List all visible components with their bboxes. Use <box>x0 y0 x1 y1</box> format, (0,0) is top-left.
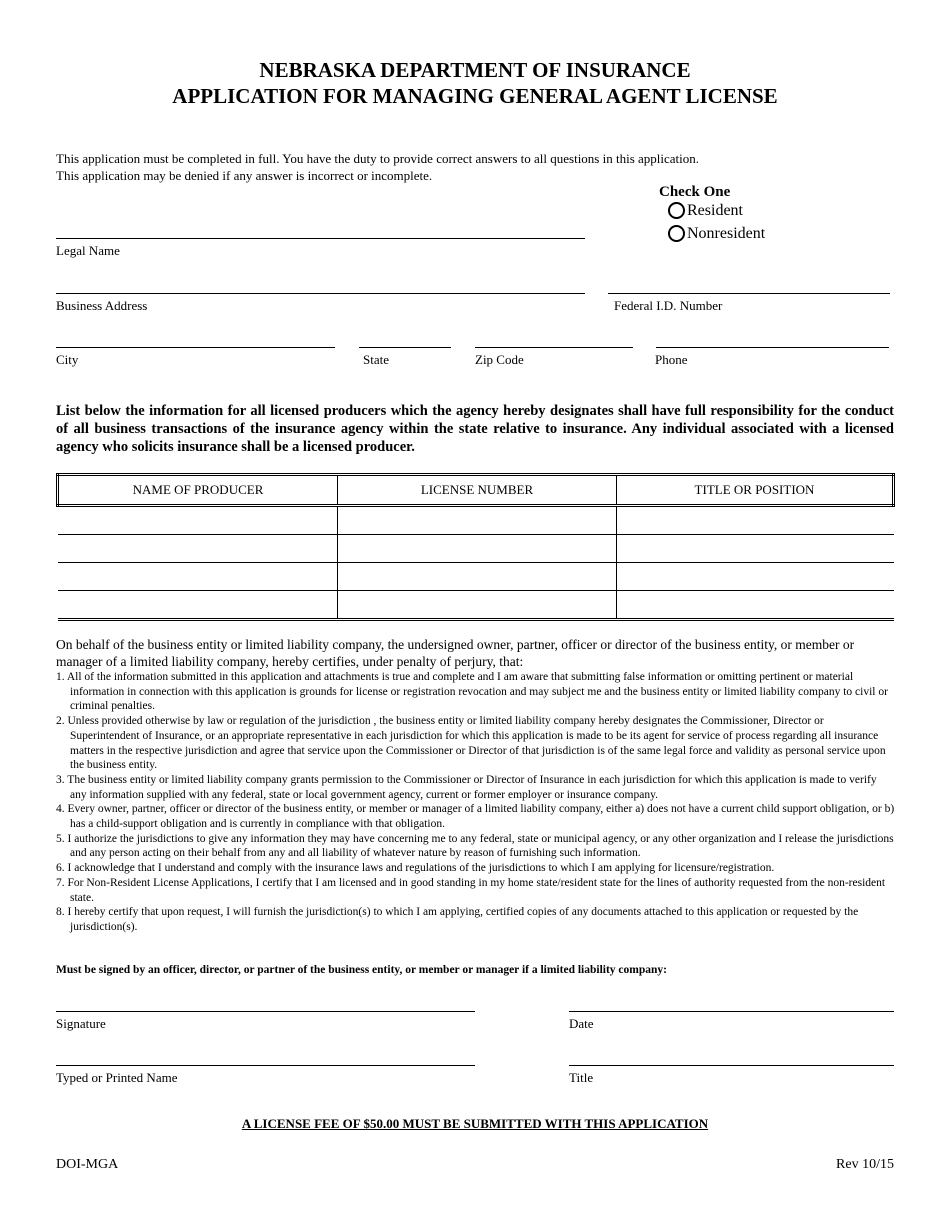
date-label: Date <box>569 1016 594 1031</box>
intro-line1: This application must be completed in full. You have the duty to provide correct answers to all questions in this application. <box>56 151 700 166</box>
producers-instruction: List below the information for all licensed producers which the agency hereby designates shall have full responsibility for the conduct of all business transactions of the insurance agency within the state relative to insurance. Any individual associated with a licensed agency who solicits insurance shall be a licensed producer. <box>56 403 894 455</box>
title-position-cell[interactable] <box>617 563 894 591</box>
signature-field[interactable] <box>56 1011 475 1012</box>
title-position-cell[interactable] <box>617 535 894 563</box>
resident-option[interactable] <box>668 199 743 222</box>
table-row <box>58 563 894 591</box>
table-row <box>58 535 894 563</box>
city-field[interactable] <box>56 347 335 348</box>
title-position-cell[interactable] <box>617 591 894 620</box>
zip-field[interactable] <box>475 347 633 348</box>
col-name-of-producer: NAME OF PRODUCER <box>58 475 338 506</box>
phone-label: Phone <box>655 352 688 367</box>
title-position-cell[interactable] <box>617 506 894 535</box>
check-one-label: Check One <box>659 184 731 200</box>
state-label: State <box>363 352 389 367</box>
certification-item: 1. All of the information submitted in this application and attachments is true and complete and I am aware that submitting false information or omitting pertinent or material information in connection with this application is grounds for license or registration revocation and may subject me and the business entity or limited liability company to civil or criminal penalties. <box>56 671 888 713</box>
producer-name-cell[interactable] <box>58 535 338 563</box>
resident-radio[interactable] <box>668 202 685 219</box>
federal-id-label: Federal I.D. Number <box>614 298 723 313</box>
producer-table-header <box>58 475 894 506</box>
certification-item: 7. For Non-Resident License Applications, I certify that I am licensed and in good standing in my home state/resident state for the lines of authority requested from the non-resident state. <box>56 876 886 904</box>
form-id: DOI-MGA <box>56 1157 119 1172</box>
nonresident-radio[interactable] <box>668 225 685 242</box>
signature-instruction: Must be signed by an officer, director, or partner of the business entity, or member or manager if a limited liability company: <box>56 964 667 976</box>
date-field[interactable] <box>569 1011 894 1012</box>
state-field[interactable] <box>359 347 451 348</box>
certification-item: 5. I authorize the jurisdictions to give any information they may have concerning me to any federal, state or municipal agency, or any other organization and I release the jurisdictions and any person acting on their behalf from any and all liability of whatever nature by reason of furnishing such information. <box>56 832 894 860</box>
certification-item: 2. Unless provided otherwise by law or regulation of the jurisdiction , the business entity or limited liability company hereby designates the Commissioner, Director or Superintendent of Insurance, or an appropriate representative in each jurisdiction for which this application is made to be its agent for service of process regarding all insurance matters in the respective jurisdiction and agree that service upon the Commissioner or Director of that jurisdiction is of the same legal force and validity as personal service upon the business entity. <box>56 715 886 772</box>
certification-item: 3. The business entity or limited liability company grants permission to the Commissioner or Director of Insurance in each jurisdiction for which this application is made to verify any information supplied with any federal, state or local government agency, current or former employer or insurance company. <box>56 773 877 801</box>
intro-line2: This application may be denied if any answer is incorrect or incomplete. <box>56 168 433 183</box>
resident-label: Resident <box>687 202 743 219</box>
table-row <box>58 591 894 620</box>
form-title-line2: APPLICATION FOR MANAGING GENERAL AGENT LICENSE <box>172 84 778 108</box>
certification-preamble: On behalf of the business entity or limited liability company, the undersigned owner, partner, officer or director of the business entity, or member or manager of a limited liability company, hereby certifies, under penalty of perjury, that: <box>56 637 855 669</box>
signature-label: Signature <box>56 1016 106 1031</box>
license-number-cell[interactable] <box>338 535 617 563</box>
zip-label: Zip Code <box>475 352 524 367</box>
license-fee-notice: A LICENSE FEE OF $50.00 MUST BE SUBMITTED WITH THIS APPLICATION <box>241 1116 709 1131</box>
business-address-label: Business Address <box>56 298 148 313</box>
col-title-or-position: TITLE OR POSITION <box>617 475 894 506</box>
producer-name-cell[interactable] <box>58 563 338 591</box>
col-license-number: LICENSE NUMBER <box>338 475 617 506</box>
printed-name-label: Typed or Printed Name <box>56 1070 178 1085</box>
producer-name-cell[interactable] <box>58 591 338 620</box>
certification-list <box>56 670 896 935</box>
certification-item: 8. I hereby certify that upon request, I will furnish the jurisdiction(s) to which I am applying, certified copies of any documents attached to this application or requested by the jurisdiction(s). <box>56 906 859 933</box>
producer-table <box>56 473 895 621</box>
nonresident-label: Nonresident <box>687 225 766 242</box>
table-row <box>58 506 894 535</box>
license-number-cell[interactable] <box>338 591 617 620</box>
federal-id-field[interactable] <box>608 293 890 294</box>
form-title-line1: NEBRASKA DEPARTMENT OF INSURANCE <box>259 58 691 82</box>
producer-name-cell[interactable] <box>58 506 338 535</box>
license-number-cell[interactable] <box>338 563 617 591</box>
city-label: City <box>56 352 79 367</box>
title-label: Title <box>569 1070 594 1085</box>
nonresident-option[interactable] <box>668 222 765 245</box>
legal-name-label: Legal Name <box>56 243 120 258</box>
revision-date: Rev 10/15 <box>836 1157 894 1172</box>
legal-name-field[interactable] <box>56 238 585 239</box>
phone-field[interactable] <box>656 347 889 348</box>
certification-item: 4. Every owner, partner, officer or director of the business entity, or member or manager of a limited liability company, either a) does not have a current child support obligation, or b) has a child-support obligation and is currently in compliance with that obligation. <box>56 803 895 831</box>
certification-item: 6. I acknowledge that I understand and comply with the insurance laws and regulations of the jurisdictions to which I am applying for licensure/registration. <box>56 862 775 875</box>
title-field[interactable] <box>569 1065 894 1066</box>
license-number-cell[interactable] <box>338 506 617 535</box>
business-address-field[interactable] <box>56 293 585 294</box>
printed-name-field[interactable] <box>56 1065 475 1066</box>
